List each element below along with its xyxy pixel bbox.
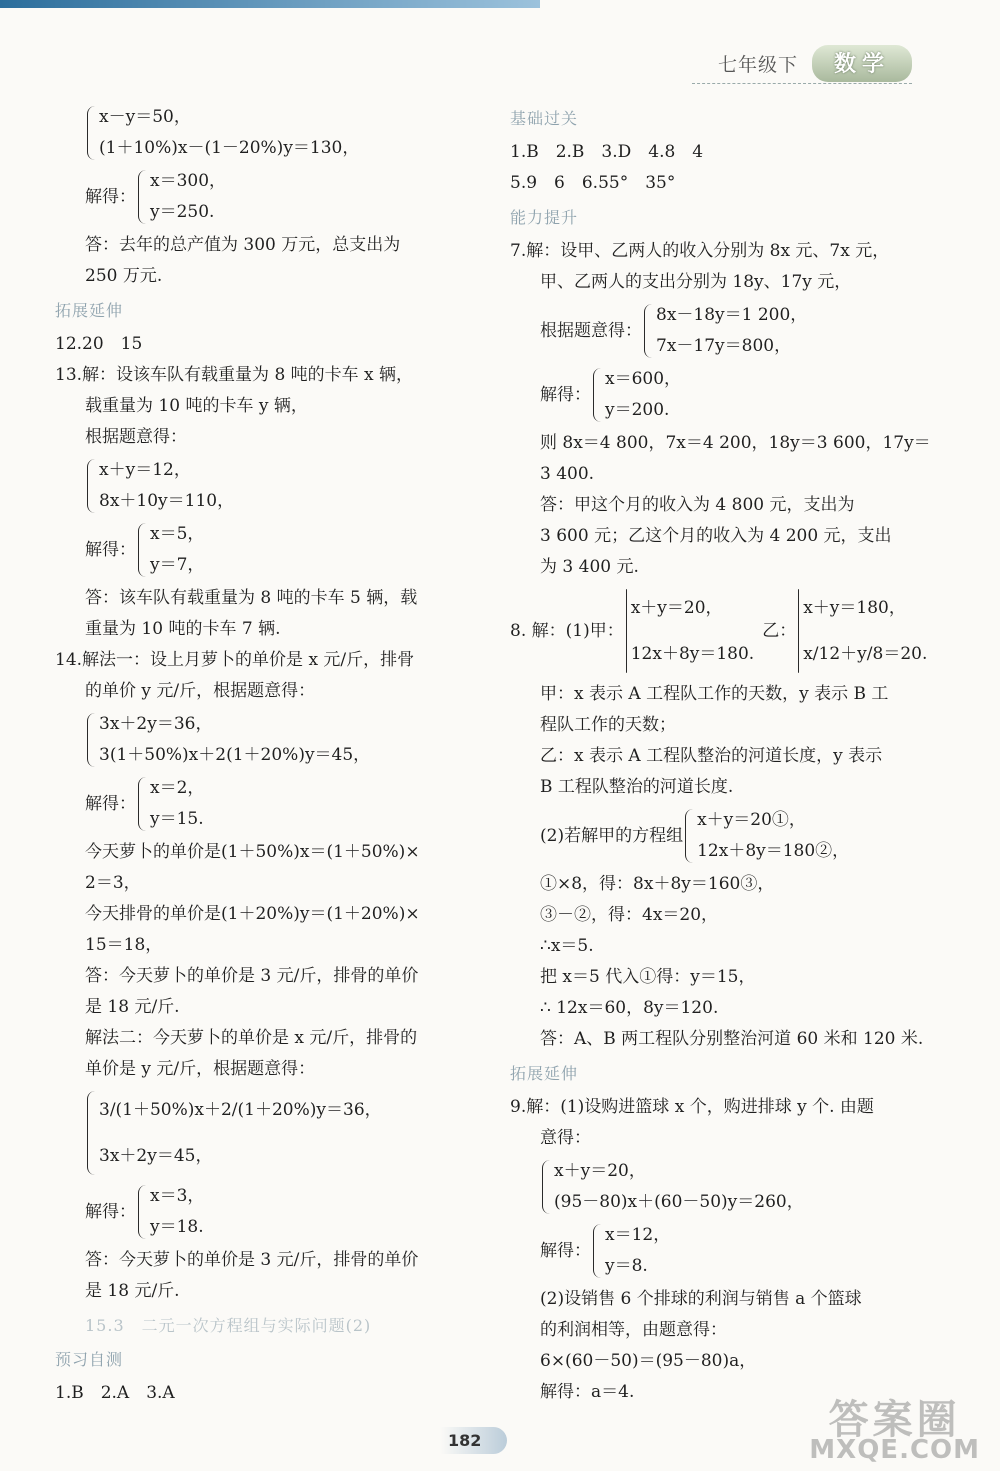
equation-system	[55, 455, 475, 517]
brace	[138, 1185, 146, 1239]
brace	[626, 589, 627, 673]
chapter-heading: 15.3 二元一次方程组与实际问题(2)	[85, 1316, 372, 1335]
equation: 8x＋10y＝110，	[99, 491, 235, 511]
solution-system	[55, 1181, 475, 1243]
equation: 8x－18y＝1 200，	[656, 305, 808, 325]
answer-line: 1.B 2.A 3.A	[55, 1383, 175, 1403]
brace	[87, 106, 95, 160]
right-column	[510, 100, 931, 1408]
brace	[593, 368, 601, 422]
text-line: 程队工作的天数；	[540, 715, 676, 735]
text-line: 把 x＝5 代入①得：y＝15，	[540, 967, 756, 987]
brace	[593, 1224, 601, 1278]
text-line: 答：今天萝卜的单价是 3 元/斤，排骨的单价	[85, 966, 419, 986]
text-line: ∴ 12x＝60，8y＝120.	[540, 998, 719, 1018]
text-line: 则 8x＝4 800，7x＝4 200，18y＝3 600，17y＝	[540, 433, 931, 453]
section-heading: 拓展延伸	[55, 301, 124, 320]
solution-label: 解得：	[85, 1201, 136, 1222]
watermark-url: MXQE.COM	[809, 1435, 980, 1465]
solution-label: 解得：	[85, 539, 136, 560]
brace	[798, 589, 799, 673]
solution-system	[510, 364, 920, 426]
equation: 7x－17y＝800，	[656, 336, 792, 356]
equation: x＝2，	[150, 778, 205, 798]
answer-line: 250 万元.	[85, 266, 163, 286]
text-line: 答：甲这个月的收入为 4 800 元，支出为	[540, 495, 855, 515]
text-line: 6×(60－50)＝(95－80)a，	[540, 1351, 757, 1371]
problem-line: 根据题意得：	[85, 427, 187, 447]
solution-label: 解得：	[85, 793, 136, 814]
solution-label: 解得：	[85, 186, 136, 207]
equation: (1＋10%)x－(1－20%)y＝130，	[99, 138, 360, 158]
text-line: 15＝18，	[85, 935, 163, 955]
section-heading: 拓展延伸	[510, 1064, 579, 1083]
subject-badge: 数学	[812, 45, 912, 82]
system-label: 根据题意得：	[540, 320, 642, 341]
problem-line: 13.解：设该车队有载重量为 8 吨的卡车 x 辆，	[55, 365, 414, 385]
equation: 12x＋8y＝180.	[630, 644, 755, 664]
brace	[685, 809, 693, 863]
header-underline	[692, 83, 912, 84]
text-line: 单价是 y 元/斤，根据题意得：	[85, 1059, 316, 1079]
text-line: 3 600 元；乙这个月的收入为 4 200 元，支出	[540, 526, 892, 546]
solution-system	[55, 519, 475, 581]
text-line: 的利润相等，由题意得：	[540, 1320, 727, 1340]
equation: (95－80)x＋(60－50)y＝260，	[554, 1192, 804, 1212]
answer-line: 答：去年的总产值为 300 万元，总支出为	[85, 235, 401, 255]
equation: x＝3，	[150, 1186, 205, 1206]
text-line: 甲：x 表示 A 工程队工作的天数，y 表示 B 工	[540, 684, 889, 704]
brace	[138, 777, 146, 831]
problem-line: 的单价 y 元/斤，根据题意得：	[85, 681, 316, 701]
text-line: 3 400.	[540, 464, 595, 484]
equation-system	[510, 585, 928, 677]
text-line: 乙：x 表示 A 工程队整治的河道长度，y 表示	[540, 746, 883, 766]
equation: x＝600，	[605, 369, 682, 389]
brace	[87, 459, 95, 513]
answer-line: 是 18 元/斤.	[85, 1281, 180, 1301]
solution-system	[55, 166, 475, 228]
text-line: 解得：a＝4.	[540, 1382, 635, 1402]
text-line: 解法二：今天萝卜的单价是 x 元/斤，排骨的	[85, 1028, 418, 1048]
text-line: 今天排骨的单价是(1＋20%)y＝(1＋20%)×	[85, 904, 420, 924]
solution-label: 解得：	[540, 384, 591, 405]
answer-line: 重量为 10 吨的卡车 7 辆.	[85, 619, 281, 639]
equation: 3x＋2y＝36，	[99, 714, 213, 734]
text-line: ①×8，得：8x＋8y＝160③，	[540, 874, 775, 894]
solution-system	[510, 1220, 920, 1282]
text-line: (2)设销售 6 个排球的利润与销售 a 个篮球	[540, 1289, 862, 1309]
equation: y＝250.	[150, 202, 215, 222]
page-number: 182	[440, 1427, 507, 1454]
equation: x＝5，	[150, 524, 205, 544]
section-heading: 能力提升	[510, 208, 579, 227]
answer-line: 答：该车队有载重量为 8 吨的卡车 5 辆，载	[85, 588, 418, 608]
answer-line: 1.B 2.B 3.D 4.8 4	[510, 142, 704, 162]
system-label: (2)若解甲的方程组	[540, 825, 684, 846]
equation-system	[55, 102, 475, 164]
solution-label: 解得：	[540, 1240, 591, 1261]
equation: x＋y＝20，	[630, 598, 723, 618]
equation: x＋y＝20①，	[697, 810, 806, 830]
equation-system	[55, 1087, 475, 1179]
problem-line: 意得：	[540, 1128, 591, 1148]
top-rule	[0, 0, 540, 8]
brace	[542, 1160, 550, 1214]
text-line: 为 3 400 元.	[540, 557, 639, 577]
problem-line: 甲、乙两人的支出分别为 18y、17y 元，	[540, 272, 852, 292]
text-line: 答：A、B 两工程队分别整治河道 60 米和 120 米.	[540, 1029, 924, 1049]
equation-system	[510, 1156, 920, 1218]
text-line: ∴x＝5.	[540, 936, 594, 956]
problem-line: 载重量为 10 吨的卡车 y 辆，	[85, 396, 308, 416]
equation: 3x＋2y＝45，	[99, 1146, 213, 1166]
text-line: ③－②，得：4x＝20，	[540, 905, 719, 925]
brace	[644, 304, 652, 358]
problem-line: 14.解法一：设上月萝卜的单价是 x 元/斤，排骨	[55, 650, 415, 670]
answer-line: 答：今天萝卜的单价是 3 元/斤，排骨的单价	[85, 1250, 419, 1270]
equation: x/12＋y/8＝20.	[803, 644, 928, 664]
equation: 3/(1＋50%)x＋2/(1＋20%)y＝36，	[99, 1100, 382, 1120]
watermark-logo: 答案圈	[828, 1397, 961, 1443]
grade-label: 七年级下	[717, 53, 798, 76]
text-line: 今天萝卜的单价是(1＋50%)x＝(1＋50%)×	[85, 842, 420, 862]
section-heading: 基础过关	[510, 109, 579, 128]
equation: x＋y＝12，	[99, 460, 191, 480]
text-line: 2＝3，	[85, 873, 141, 893]
watermark	[809, 1397, 980, 1465]
equation: y＝15.	[150, 809, 204, 829]
text-line: B 工程队整治的河道长度.	[540, 777, 734, 797]
brace	[87, 1091, 95, 1175]
problem-line: 7.解：设甲、乙两人的收入分别为 8x 元、7x 元，	[510, 241, 890, 261]
equation: y＝18.	[150, 1217, 204, 1237]
equation: 12x＋8y＝180②，	[697, 841, 850, 861]
brace	[138, 170, 146, 224]
brace	[87, 713, 95, 767]
left-column	[55, 100, 475, 1409]
equation: x＋y＝180，	[803, 598, 906, 618]
brace	[138, 523, 146, 577]
equation: x＝12，	[605, 1225, 671, 1245]
equation-system	[510, 805, 920, 867]
page-header	[718, 45, 912, 81]
text-line: 是 18 元/斤.	[85, 997, 180, 1017]
answer-line: 12.20 15	[55, 334, 143, 354]
equation: y＝7，	[150, 555, 205, 575]
equation: x－y＝50，	[99, 107, 191, 127]
system-label: 乙：	[762, 620, 797, 641]
equation: 3(1＋50%)x＋2(1＋20%)y＝45，	[99, 745, 371, 765]
answer-line: 5.9 6 6.55° 35°	[510, 173, 676, 193]
equation-system	[510, 300, 920, 362]
equation-system	[55, 709, 475, 771]
equation: x＝300，	[150, 171, 227, 191]
problem-line: 9.解：(1)设购进篮球 x 个，购进排球 y 个. 由题	[510, 1097, 874, 1117]
equation: y＝8.	[605, 1256, 648, 1276]
equation: x＋y＝20，	[554, 1161, 646, 1181]
section-heading: 预习自测	[55, 1350, 124, 1369]
system-label: 8. 解：(1)甲：	[510, 620, 624, 641]
equation: y＝200.	[605, 400, 670, 420]
solution-system	[55, 773, 475, 835]
